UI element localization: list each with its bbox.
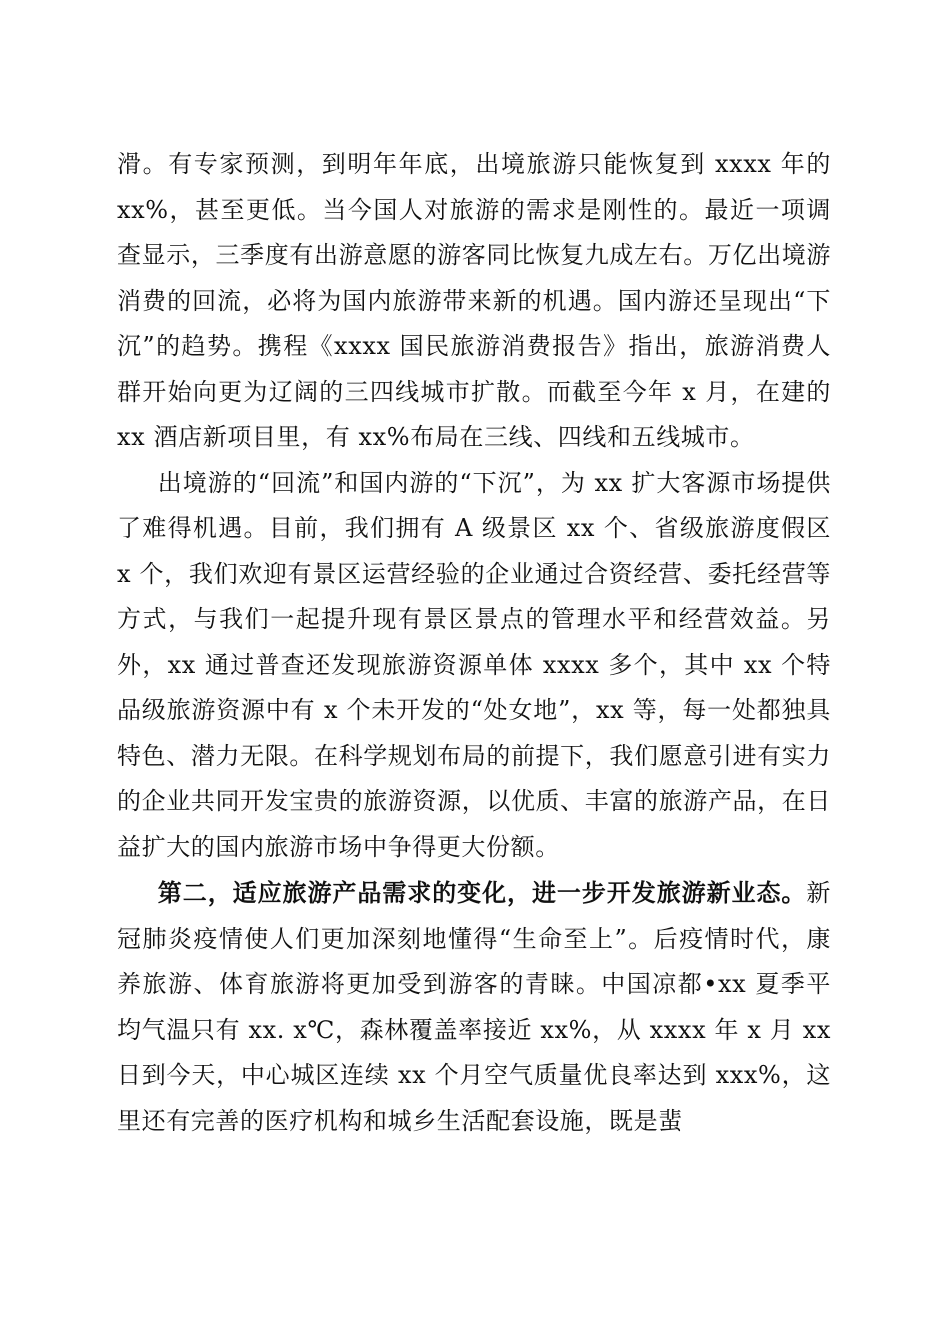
paragraph-text: 出境游的“回流”和国内游的“下沉”，为 xx 扩大客源市场提供了难得机遇。目前，我们拥有 A 级景区 xx 个、省级旅游度假区 x 个，我们欢迎有景区运营经验的企业通过合资经营、委托经营等方式，与我们一起提升现有景区景点的管理水平和经营效益。另外，xx 通过普查还发现旅游资源单体 xxxx 多个，其中 xx 个特品级旅游资源中有 x 个未开发的“处女地”，xx 等，每一处都独具特色、潜力无限。在科学规划布局的前提下，我们愿意引进有实力的企业共同开发宝贵的旅游资源，以优质、丰富的旅游产品，在日益扩大的国内旅游市场中争得更大份额。 bbox=[117, 468, 831, 861]
paragraph-continuation bbox=[117, 142, 831, 461]
paragraph bbox=[117, 870, 831, 1144]
section-heading: 第二，适应旅游产品需求的变化，进一步开发旅游新业态。 bbox=[157, 878, 807, 907]
paragraph-text: 新冠肺炎疫情使人们更加深刻地懂得“生命至上”。后疫情时代，康养旅游、体育旅游将更加受到游客的青睐。中国凉都•xx 夏季平均气温只有 xx. x℃，森林覆盖率接近 xx%，从 xxxx 年 x 月 xx 日到今天，中心城区连续 xx 个月空气质量优良率达到 xxx%，这里还有完善的医疗机构和城乡生活配套设施，既是蜚 bbox=[117, 879, 831, 1135]
paragraph bbox=[117, 461, 831, 871]
document-body bbox=[117, 142, 831, 1144]
paragraph-text: 滑。有专家预测，到明年年底，出境旅游只能恢复到 xxxx 年的 xx%，甚至更低。当今国人对旅游的需求是刚性的。最近一项调查显示，三季度有出游意愿的游客同比恢复九成左右。万亿出境游消费的回流，必将为国内旅游带来新的机遇。国内游还呈现出“下沉”的趋势。携程《xxxx 国民旅游消费报告》指出，旅游消费人群开始向更为辽阔的三四线城市扩散。而截至今年 x 月，在建的 xx 酒店新项目里，有 xx%布局在三线、四线和五线城市。 bbox=[117, 150, 831, 451]
